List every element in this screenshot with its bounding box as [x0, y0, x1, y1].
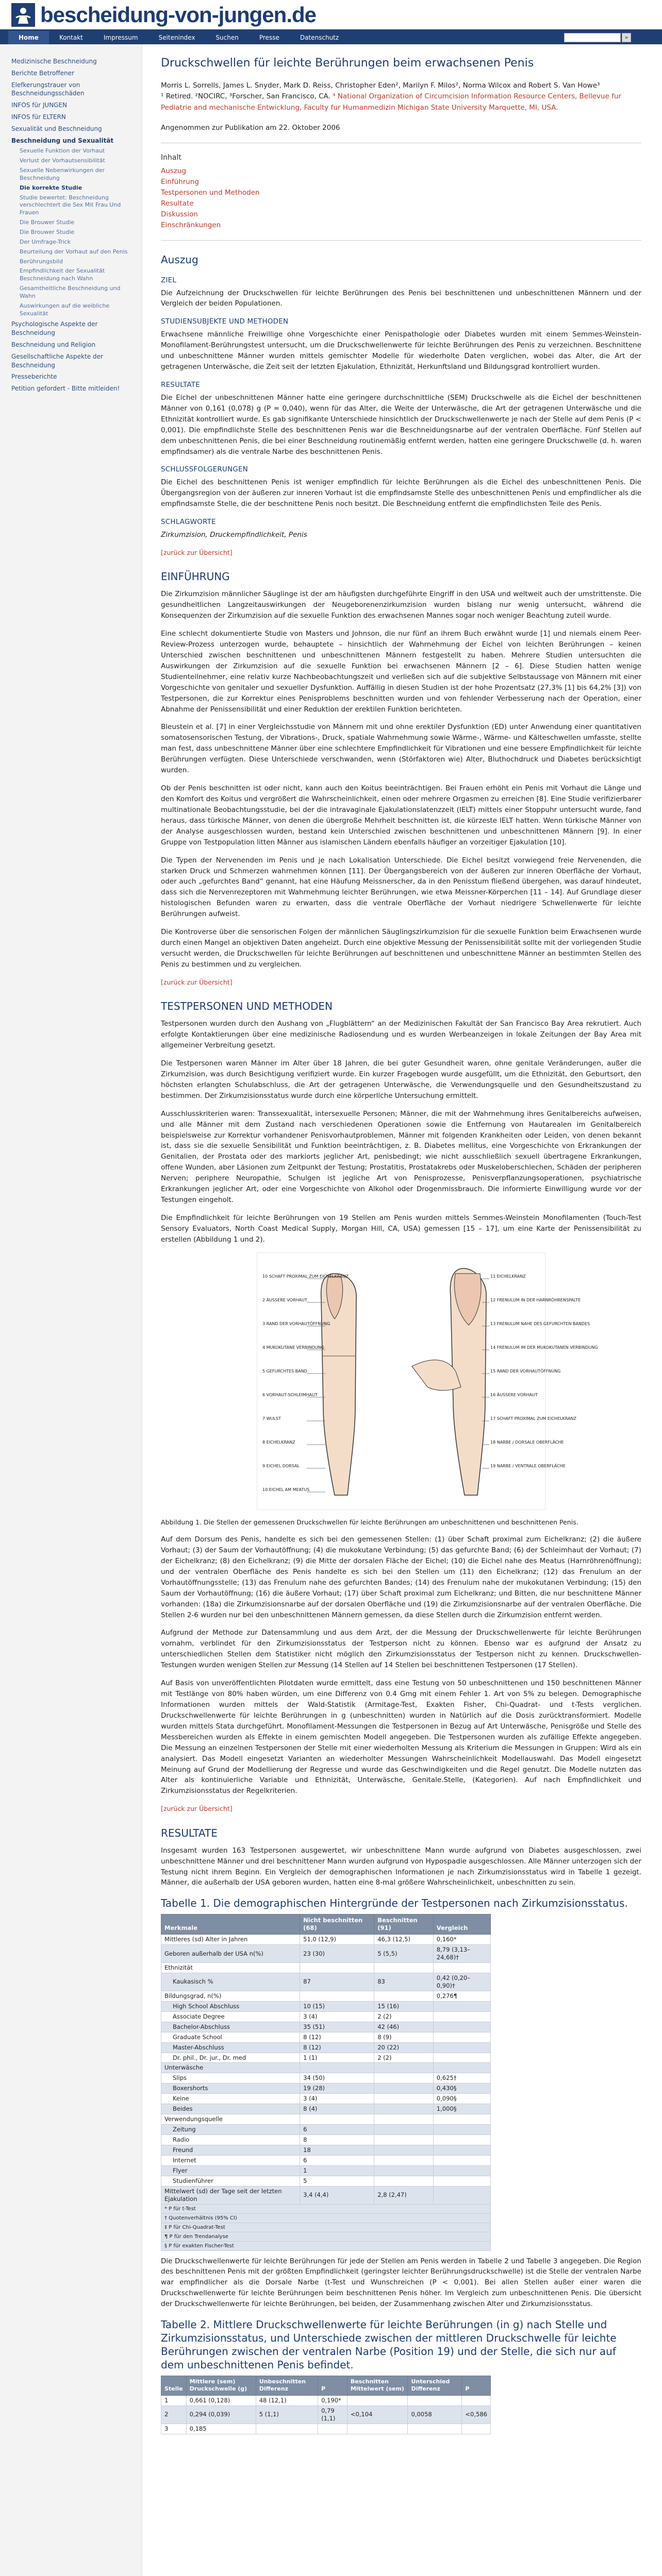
- table-note-row: [161, 2241, 491, 2250]
- figure-label: 6 VORHAUT-SCHLEIMHAUT: [262, 1392, 318, 1397]
- figure-label: 12 FRENULUM IN DER HARNRÖHRENSPALTE: [490, 1297, 581, 1302]
- section-heading-methods: TESTPERSONEN UND METHODEN: [161, 1000, 333, 1013]
- table-cell: 0,430§: [433, 2083, 490, 2094]
- table-cell: 8 (4): [300, 2104, 374, 2114]
- toc-link[interactable]: Auszug: [161, 167, 187, 176]
- table-cell: Dr. phil., Dr. jur., Dr. med: [161, 2053, 300, 2063]
- figure-label: 11 EICHELKRANZ: [490, 1274, 526, 1279]
- table-cell: [300, 1963, 374, 1973]
- table-cell: 6: [300, 2125, 374, 2135]
- subheading: ZIEL: [161, 276, 177, 284]
- table-cell: [374, 2125, 434, 2135]
- paragraph: Die Kontroverse über die sensorischen Folgen der männlichen Säuglingszirkumzision für die sexuelle Funktion beim Erwachsenen wurde durch einen Mangel an objektiven Daten angeheizt. Durch eine objektive Messung der Penissensibilität sollte mit der vorliegenden Studie versucht werden, die Druckschwellen für leichte Berührungen auf beschnittenen und unbeschnittene Männer an bestimmten Stellen des Penis zu bestimmen und zu vergleichen.: [161, 928, 641, 969]
- sidebar-item[interactable]: Berichte Betroffener: [11, 69, 74, 77]
- table-row: [161, 2405, 491, 2424]
- figure-label: 2 ÄUSSERE VORHAUT: [262, 1297, 307, 1302]
- right-illustration: [412, 1268, 486, 1495]
- table-row: [161, 2395, 491, 2405]
- sidebar-item[interactable]: Beschneidung und Sexualität: [11, 137, 114, 144]
- table-cell: Mittleres (sd) Alter in Jahren: [161, 1935, 300, 1945]
- table-cell: Ethnizität: [161, 1963, 300, 1973]
- main-content: [142, 44, 662, 2576]
- sidebar-item[interactable]: Auswirkungen auf die weibliche Sexualität: [20, 302, 110, 317]
- figure-label: 13 FRENULUM NAHE DES GEFURCHTEN BANDES: [490, 1321, 590, 1326]
- figure-label: 9 EICHEL DORSAL: [262, 1463, 300, 1468]
- table-cell: 5: [300, 2176, 374, 2186]
- table-note: † Quotenverhältnis (95% CI): [161, 2213, 491, 2223]
- toc-link[interactable]: Einschränkungen: [161, 221, 221, 229]
- table-cell: 8 (9): [374, 2032, 434, 2042]
- sidebar-item[interactable]: Empfindlichkeit der Sexualität Beschneidung nach Wahn: [20, 267, 105, 282]
- section-heading-intro: EINFÜHRUNG: [161, 570, 230, 583]
- table-cell: Master-Abschluss: [161, 2042, 300, 2053]
- table-cell: 1: [300, 2165, 374, 2176]
- table-header: Vergleich: [433, 1914, 490, 1935]
- nav-item-impressum[interactable]: Impressum: [103, 34, 138, 41]
- sidebar-item[interactable]: Die Brouwer Studie: [20, 219, 75, 226]
- sidebar-item[interactable]: Presseberichte: [11, 373, 57, 381]
- table-cell: 0,185: [186, 2424, 256, 2434]
- table-cell: Slips: [161, 2073, 300, 2083]
- table-row: [161, 2114, 491, 2125]
- table-row: [161, 2073, 491, 2083]
- figure-label: 18 NARBE / DORSALE OBERFLÄCHE: [490, 1439, 564, 1445]
- table-row: [161, 2042, 491, 2053]
- table-row: [161, 2022, 491, 2032]
- table-cell: [374, 2073, 434, 2083]
- table-cell: [433, 2022, 490, 2032]
- table-cell: Boxershorts: [161, 2083, 300, 2094]
- sidebar-item[interactable]: Beschneidung und Religion: [11, 341, 96, 348]
- table-row: [161, 1991, 491, 2001]
- site-title[interactable]: bescheidung-von-jungen.de: [40, 2, 317, 27]
- table-cell: [374, 2114, 434, 2125]
- table-cell: 6: [300, 2155, 374, 2165]
- table-row: [161, 2155, 491, 2165]
- table-cell: Zeitung: [161, 2125, 300, 2135]
- table-cell: 0,190*: [318, 2395, 347, 2405]
- table-cell: 8: [300, 2135, 374, 2145]
- sidebar-item[interactable]: Petition gefordert - Bitte mitleiden!: [11, 385, 120, 393]
- table-cell: [433, 2042, 490, 2053]
- table-cell: 3 (4): [300, 2094, 374, 2104]
- table-note: § P für exakten Fischer-Test: [161, 2241, 491, 2250]
- table-cell: Unterwäsche: [161, 2063, 300, 2073]
- table-cell: Mittelwert (sd) der Tage seit der letzten Ejakulation: [161, 2186, 300, 2204]
- nav-item-home[interactable]: Home: [8, 31, 49, 44]
- subheading: SCHLUSSFOLGERUNGEN: [161, 465, 248, 474]
- paragraph: Insgesamt wurden 163 Testpersonen ausgewertet, wir unbeschnittene Mann wurde aufgrund von Diabetes ausgeschlossen, zwei unbeschnittene Männer und drei beschnittener Mann wurden aufgrund von Hypospadie ausgeschlossen. Alle Männer unterzogen sich der Testung nicht ihrem Beginn. Ein Vergleich der demographischen Informationen je nach Zirkumzisionsstatus wird in Tabelle 1 gezeigt. Männer, die außerhalb der USA geboren wurden, hatten eine 8-mal größere Wahrscheinlichkeit, unbeschnitten zu sein.: [161, 1846, 641, 1887]
- nav-item-suchen[interactable]: Suchen: [216, 34, 239, 41]
- table-note: ‡ P für Chi-Quadrat-Test: [161, 2223, 491, 2232]
- table-row: [161, 1963, 491, 1973]
- figure-label: 3 RAND DER VORHAUTÖFFNUNG: [262, 1321, 330, 1326]
- sidebar-item[interactable]: INFOS für JUNGEN: [11, 101, 68, 109]
- table-cell: 20 (22): [374, 2042, 434, 2053]
- table-cell: [433, 2176, 490, 2186]
- table-row: [161, 2001, 491, 2011]
- table-row: [161, 2094, 491, 2104]
- table-row: [161, 2186, 491, 2204]
- keywords: Zirkumzision, Druckempfindlichkeit, Penis: [161, 531, 307, 539]
- toc-link[interactable]: Resultate: [161, 199, 194, 208]
- table-cell: 2 (2): [374, 2011, 434, 2022]
- table-cell: 0,0058: [408, 2405, 462, 2424]
- sidebar: [0, 44, 142, 2576]
- table-note-row: [161, 2232, 491, 2241]
- table-cell: 42 (46): [374, 2022, 434, 2032]
- table-header: P: [318, 2376, 347, 2396]
- paragraph: Die Testpersonen waren Männer im Alter über 18 Jahren, die bei guter Gesundheit waren, ohne genitale Veränderungen, außer die Zirkumzision, was durch Besichtigung verifiziert wurde. Ein kurzer Fragebogen wurde ausgefüllt, um die Ethnizität, den Geburtsort, den höchsten erlangten Schulabschluss, die Art der getragenen Unterwäsche, die Verwendungsquelle und den Gesundheitszustand zu bestimmen. Der Zirkumzisionsstatus wurde durch eine körperliche Untersuchung ermittelt.: [161, 1059, 641, 1100]
- table-cell: Graduate School: [161, 2032, 300, 2042]
- table-cell: [347, 2395, 408, 2405]
- section-heading-abstract: Auszug: [161, 253, 198, 266]
- site-header: [0, 0, 662, 31]
- accepted-date: Angenommen zur Publikation am 22. Oktober 2006: [161, 124, 340, 132]
- table-cell: 3,4 (4,4): [300, 2186, 374, 2204]
- table-note: ¶ P für den Trendanalyse: [161, 2232, 491, 2241]
- table-cell: Flyer: [161, 2165, 300, 2176]
- search-button[interactable]: »: [622, 33, 631, 42]
- table-cell: [318, 2424, 347, 2434]
- table-row: [161, 2424, 491, 2434]
- figure-label: 10 EICHEL AM MEATUS: [262, 1487, 310, 1492]
- table-cell: 2: [161, 2405, 187, 2424]
- paragraph: Die Druckschwellenwerte für leichte Berührungen für jede der Stellen am Penis werden in Tabelle 2 und Tabelle 3 angegeben. Die Region des beschnittenen Penis mit der größten Empfindlichkeit (geringster leichter Berührungsdruckschwelle) ist die Stelle der ventralen Narbe war empfindlicher als die Dorsale Narbe (t-Test und Wunschreichen (P < 0,001). Bei allen Stellen außer einer waren die Druckschwellenwerte für leichte Berührungen beim beschnittenen Penis höher. Im Vergleich zum unbeschnittenen Penis. Die übersicht der Druckschwellenwerte für leichte Berührungen, bei beiden, der Zusammenhang zwischen Alter und Zirkumzisionsstatus.: [161, 2257, 641, 2309]
- table-cell: 18: [300, 2145, 374, 2155]
- paragraph: Ob der Penis beschnitten ist oder nicht, kann auch den Koitus beeinträchtigen. Bei Frauen erhöht ein Penis mit Vorhaut die Länge und den Komfort des Koitus und vergrößert die Wahrscheinlichkeit, einen oder mehrere Orgasmen zu erreichen [8]. Eine Studie verifizierbarer multinationale Beobachtungsstudie, bei der die intravaginale Ejakulationslatenzzeit (IELT) mittels einer Stoppuhr untersucht wurde, fand heraus, dass türkische Männer, von denen die überg‌roße Mehrheit beschnitten ist, die kürzeste IELT hatten. Wenn türkische Männer von der Analyse ausgeschlossen wurden, bestand kein Unterschied zwischen beschnittenen und unbeschnittenen Männern [9]. In einer Gruppe von Testpopulation litten Männer aus islamischen Ländern ebenfalls häufiger an vorzeitiger Ejakulation [10].: [161, 784, 641, 846]
- table-cell: 0,090§: [433, 2094, 490, 2104]
- author-list: Morris L. Sorrells, James L. Snyder, Mark D. Reiss, Christopher Eden², Marilyn F. Milos², Norma Wilcox and Robert S. Van Howe³: [161, 81, 600, 90]
- table-header: Nicht beschnitten (68): [300, 1914, 374, 1935]
- table-cell: 0,661 (0,128): [186, 2395, 256, 2405]
- paragraph: Aufgrund der Methode zur Datensammlung und aus dem Arzt, der die Messung der Druckschwellenwerte für leichte Berührungen vornahm, verblindet für den Zirkumzisionsstatus der Testperson nicht zu können. Ebenso war es aufgrund der Ansatz zu unterschiedlichen Stellen dem Statistiker nicht möglich den Zirkumzisionsstatus der Testperson nicht zu kennen. Druckschwellen-Testungen wurden wenigen Stellen zur Messung (14 Stellen auf 14 Stellen bei beschnittenen Testpersonen (17 Stellen).: [161, 1629, 641, 1670]
- subheading: RESULTATE: [161, 380, 200, 389]
- table-note: * P für t-Test: [161, 2204, 491, 2213]
- figure-label: 17 SCHAFT PROXIMAL ZUM EICHELKRANZ: [490, 1416, 576, 1421]
- table-cell: [374, 2135, 434, 2145]
- table-cell: [462, 2395, 491, 2405]
- table-2: [161, 2376, 491, 2434]
- nav-item-datenschutz[interactable]: Datenschutz: [300, 34, 339, 41]
- table-header: Unbeschnitten Differenz: [256, 2376, 318, 2396]
- sidebar-item[interactable]: Sexuelle Funktion der Vorhaut: [20, 147, 105, 155]
- table-row: [161, 2176, 491, 2186]
- table-cell: 87: [300, 1973, 374, 1991]
- figure-label: 16 ÄUSSERE VORHAUT: [490, 1392, 538, 1397]
- affiliation-link[interactable]: ⁴ National Organization of Circumcision Information Resource Centers, Bellevue fur Pediatrie and mechanische Entwicklung, Faculty fur Humanmedizin Michigan State University Marquette, MI, USA.: [161, 92, 621, 112]
- section-heading-results: RESULTATE: [161, 1826, 218, 1839]
- table-cell: Verwendungsquelle: [161, 2114, 300, 2125]
- table-cell: [408, 2395, 462, 2405]
- table-row: [161, 2145, 491, 2155]
- table-cell: [433, 2063, 490, 2073]
- sidebar-item[interactable]: Psychologische Aspekte der Beschneidung: [11, 320, 98, 337]
- table-cell: 1,000§: [433, 2104, 490, 2114]
- nav-item-kontakt[interactable]: Kontakt: [59, 34, 83, 41]
- sidebar-item[interactable]: INFOS für ELTERN: [11, 113, 66, 121]
- back-link[interactable]: [zurück zur Übersicht]: [161, 548, 233, 556]
- table-cell: [374, 2176, 434, 2186]
- table1-title: Tabelle 1. Die demographischen Hintergründe der Testpersonen nach Zirkumzisionsstatus.: [161, 1897, 628, 1910]
- table-row: [161, 1973, 491, 1991]
- figure-label: 14 FRENULUM IM DER MUKOKUTANEN VERBINDUNG: [490, 1345, 598, 1350]
- toc-link[interactable]: Diskussion: [161, 210, 198, 218]
- sidebar-item[interactable]: Der Umfrage-Trick: [20, 238, 71, 245]
- paragraph: Eine schlecht dokumentierte Studie von Masters und Johnson, die nur fünf an ihrem Buch erwähnt wurde [1] und niemals einem Peer-Review-Prozess unterzogen wurde, behauptete – hinsichtlich der Wahrnehmung der Eichel von leichten Berührungen – keinen Unterschied zwischen beschnittenen und unbeschnittenen Männern festgestellt zu haben. Mehrere Studien untersuchten die Auswirkungen der Zirkumzision auf die sexuelle Funktion bei erwachsenen Männern [2 – 6]. Diese Studien hatten wenige Studienteilnehmer, eine relativ kurze Nachbeobachtungszeit und verließen sich auf die subjektive Selbstaussage von Männern mit einer Vorgeschichte von genitaler und sexueller Dysfunktion. Auffällig in diesen Studien ist der hohe Prozentsatz (27,3% [1] bis 64,2% [3]) von Testpersonen, die zur Korrektur eines Penisproblems beschnitten wurden und von fehlender Verbesserung nach der Operation, einer Abnahme der Penissensibilität und einer Reduktion der erektilen Funktion berichteten.: [161, 630, 641, 714]
- table-cell: 83: [374, 1973, 434, 1991]
- table-cell: 0,625†: [433, 2073, 490, 2083]
- table-cell: Associate Degree: [161, 2011, 300, 2022]
- table-cell: [374, 2145, 434, 2155]
- table-cell: [374, 2094, 434, 2104]
- table-row: [161, 1945, 491, 1963]
- table-row: [161, 2053, 491, 2063]
- table-of-contents: [161, 166, 641, 231]
- sidebar-item[interactable]: Gesamtheitliche Beschneidung und Wahn: [20, 285, 121, 299]
- table-cell: Beides: [161, 2104, 300, 2114]
- toc-title: Inhalt: [161, 154, 181, 162]
- left-illustration: [321, 1274, 357, 1495]
- table-header: Mittlere (sem) Druckschwelle (g): [186, 2376, 256, 2396]
- sidebar-item[interactable]: Sexualität und Beschneidung: [11, 125, 102, 132]
- table-note-row: [161, 2223, 491, 2232]
- table-cell: [374, 2165, 434, 2176]
- table-1: [161, 1914, 491, 2250]
- table-cell: 0,160*: [433, 1935, 490, 1945]
- paragraph: Die Eichel des beschnittenen Penis ist weniger empfindlich für leichte Berührungen als die Eichel des unbeschnittenen Penis. Die Übergangsregion von der äußeren zur inneren Vorhaut ist die empfindsamste Stelle des unbeschnittenen Penis und empfindlicher als die empfindsamste Stelle, die der beschnittene Penis noch besitzt. Die Beschneidung entfernt die empfindlichsten Teile des Penis.: [161, 478, 641, 509]
- table-row: [161, 2125, 491, 2135]
- affiliation-text: ¹ Retired. ²NOCIRC, ³Forscher, San Francisco, CA.: [161, 92, 333, 101]
- table-cell: 51,0 (12,9): [300, 1935, 374, 1945]
- table-cell: 34 (50): [300, 2073, 374, 2083]
- nav-item-seitenindex[interactable]: Seitenindex: [158, 34, 195, 41]
- sidebar-item[interactable]: Die Brouwer Studie: [20, 228, 75, 235]
- table-cell: [374, 2063, 434, 2073]
- table-cell: Kaukasisch %: [161, 1973, 300, 1991]
- table-header: P: [462, 2376, 491, 2396]
- table-cell: Keine: [161, 2094, 300, 2104]
- table-cell: High School Abschluss: [161, 2001, 300, 2011]
- search-box: [564, 33, 631, 42]
- table-cell: [374, 1991, 434, 2001]
- table-cell: 2 (2): [374, 2053, 434, 2063]
- table-row: [161, 2032, 491, 2042]
- table-cell: 1: [161, 2395, 187, 2405]
- sidebar-item[interactable]: Medizinische Beschneidung: [11, 58, 97, 65]
- nav-item-presse[interactable]: Presse: [259, 34, 279, 41]
- table-cell: Studienführer: [161, 2176, 300, 2186]
- figure-label: 5 GEFURCHTES BAND: [262, 1368, 307, 1374]
- table-cell: [433, 2135, 490, 2145]
- table-cell: 19 (28): [300, 2083, 374, 2094]
- table-cell: [300, 2063, 374, 2073]
- table-cell: <0,586: [462, 2405, 491, 2424]
- table-cell: 0,79 (1,1): [318, 2405, 347, 2424]
- table-cell: [433, 2114, 490, 2125]
- table-row: [161, 2063, 491, 2073]
- table-cell: [433, 1963, 490, 1973]
- paragraph: Die Typen der Nervenenden im Penis und je nach Lokalisation Unterschiede. Die Eichel besitzt vorwiegend freie Nervenenden, die starken Druck und Schmerzen wahrnehmen können [11]. Der Übergangsbereich von der äußeren zur inneren Oberfläche der Vorhaut, oder auch „gefurchtes Band“ genannt, hat eine Häufung Meissnerscher, da in den Penisstum fließend übergehen, was darauf hindeutet, dass sich die Nervenrezeptoren mit Wahrnehmung leichter Berührungen, wie etwa Meissner-Körperchen [11 – 14]. Auf Grundlage dieser histologischen Befunden waren zu erwarten, dass die ventrale Oberfläche der Vorhaut niedrigere Schwellenwerte für leichte Berührungen aufweist.: [161, 856, 641, 919]
- table-cell: 0,276¶: [433, 1991, 490, 2001]
- figure-label: 4 MUKOKUTANE VERBINDUNG: [262, 1345, 324, 1350]
- table-cell: 2,8 (2,47): [374, 2186, 434, 2204]
- diagram-svg: [257, 1253, 598, 1511]
- figure-label: 15 RAND DER VORHAUTÖFFNUNG: [490, 1368, 561, 1374]
- table-cell: 5 (1,1): [256, 2405, 318, 2424]
- subheading: SCHLAGWORTE: [161, 518, 216, 527]
- table-row: [161, 2165, 491, 2176]
- table-cell: 3 (4): [300, 2011, 374, 2022]
- sidebar-item[interactable]: Verlust der Vorhautsensibilität: [20, 157, 105, 164]
- table-cell: 8 (12): [300, 2042, 374, 2053]
- table-cell: Radio: [161, 2135, 300, 2145]
- table-cell: [433, 2001, 490, 2011]
- authors: [161, 80, 641, 114]
- search-input[interactable]: [564, 33, 621, 42]
- page-title: Druckschwellen für leichte Berührungen beim erwachsenen Penis: [161, 57, 534, 70]
- table-cell: [408, 2424, 462, 2434]
- table-header: Beschnitten (91): [374, 1914, 434, 1935]
- table-cell: [300, 2114, 374, 2125]
- table-cell: [433, 2125, 490, 2135]
- divider: [161, 240, 641, 241]
- table-cell: [462, 2424, 491, 2434]
- table-header: Merkmale: [161, 1914, 300, 1935]
- table-note-row: [161, 2204, 491, 2213]
- site-logo-icon[interactable]: [11, 3, 35, 27]
- back-link[interactable]: [zurück zur Übersicht]: [161, 1805, 233, 1813]
- table-cell: [433, 2053, 490, 2063]
- table-cell: 46,3 (12,5): [374, 1935, 434, 1945]
- table-cell: [433, 2165, 490, 2176]
- paragraph: Die Empfindlichkeit für leichte Berührungen von 19 Stellen am Penis wurden mittels Semmes-Weinstein Monofilamenten (Touch-Test Sensory Evaluators, North Coast Medical Supply, Morgan Hill, CA, USA) gemessen [15 – 17], um eine Karte der Penissensibilität zu erstellen (Abbildung 1 und 2).: [161, 1213, 641, 1244]
- table2-title: Tabelle 2. Mittlere Druckschwellenwerte für leichte Berührungen (in g) nach Stelle und Zirkumzisionsstatus, und Unterschiede zwischen der mittleren Druckschwelle für leichte Berührungen zwischen der ventralen Narbe (Position 19) und der Stelle, die sich nur auf dem unbeschnittenen Penis befindet.: [161, 2318, 617, 2371]
- figure-container: [161, 1252, 641, 1510]
- table-note-row: [161, 2213, 491, 2223]
- table-row: [161, 2011, 491, 2022]
- table-row: [161, 1935, 491, 1945]
- table-row: [161, 2135, 491, 2145]
- paragraph: Die Zirkumzision männlicher Säuglinge ist der am häufigsten durchgeführte Eingriff in den USA und weltweit auch der umstrittenste. Die gesundheitlichen Langzeitauswirkungen der Neugeborenenzirkumzision wurden bislang nur wenig untersucht, während die Konsequenzen der Zirkumzision auf die sexuelle Funktion des erwachsenen Mannes sogar noch weniger Beachtung zuteil wurde.: [161, 590, 641, 620]
- sidebar-item[interactable]: Gesellschaftliche Aspekte der Beschneidung: [11, 352, 103, 369]
- table-row: [161, 2104, 491, 2114]
- table-cell: 0,42 (0,20–0,90)†: [433, 1973, 490, 1991]
- penis-diagram-figure: [257, 1252, 598, 1510]
- table-cell: [433, 2186, 490, 2204]
- toc-link[interactable]: Testpersonen und Methoden: [161, 188, 260, 197]
- sidebar-item[interactable]: Berührungsbild: [20, 258, 63, 265]
- table-cell: 3: [161, 2424, 187, 2434]
- paragraph: Die Aufzeichnung der Druckschwellen für leichte Berührungen des Penis bei beschnittenen und unbeschnittenen Männern und der Vergleich der beiden Populationen.: [161, 289, 641, 308]
- table-cell: [256, 2424, 318, 2434]
- table-cell: [433, 2011, 490, 2022]
- figure-caption: Abbildung 1. Die Stellen der gemessenen Druckschwellen für leichte Berührungen am unbeschnittenen und beschnittenen Penis.: [161, 1518, 578, 1526]
- sidebar-item[interactable]: Beurteilung der Vorhaut auf den Penis: [20, 248, 128, 255]
- sidebar-item[interactable]: Sexuelle Nebenwirkungen der Beschneidung: [20, 167, 105, 181]
- table-cell: 8,79 (3,13–24,68)†: [433, 1945, 490, 1963]
- table-cell: [347, 2424, 408, 2434]
- table-cell: Bachelor-Abschluss: [161, 2022, 300, 2032]
- paragraph: Auf dem Dorsum des Penis, handelte es sich bei den gemessenen Stellen: (1) über Schaft proximal zum Eichelkranz; (2) die äußere Vorhaut; (3) der Saum der Vorhautöffnung; (4) die mukokutane Verbindung; (5) das gefurchte Band; (6) der Schleimhaut der Vorhaut; (7) der Eichelkranz; (8) den Eichelkranz; (9) die Mitte der dorsalen Fläche der Eichel; (10) die Eichel nahe des Meatus (Harnröhrenöffnung); und der ventralen Oberfläche des Penis handelte es sich bei den Stellen um (11) den Eichelkranz; (12) das Frenulum an der Vorhautöffnungsstelle; (13) das Frenulum nahe des gefurchten Bandes; (14) des Frenulum nahe der mukokutanen Verbindung; (15) den Saum der Vorhautöffnung; (16) die äußere Vorhaut; (17) über Schaft proximal zum Eichelkranz; und Bitten, die nur beschnittene Männer vorhanden: (18a) die Zirkumzisionsnarbe auf der dorsalen Oberfläche und (19) die Zirkumzisionsnarbe auf der ventralen Oberfläche. Die Stellen 2-6 wurden nur bei den unbeschnittenen Männern gemessen, da diese Stellen durch die Zirkumzision entfernt werden.: [161, 1535, 641, 1619]
- table-cell: 48 (12,1): [256, 2395, 318, 2405]
- table-cell: 8 (12): [300, 2032, 374, 2042]
- top-nav: [0, 31, 662, 44]
- figure-label: 10 SCHAFT PROXIMAL ZUM EICHELKRANZ: [262, 1274, 349, 1279]
- sidebar-item[interactable]: Elefkerungstrauer von Beschneidungsschäden: [11, 81, 85, 97]
- table-cell: Freund: [161, 2145, 300, 2155]
- paragraph: Testpersonen wurden durch den Aushang von „Flugblättern“ an der Medizinischen Fakultät der San Francisco Bay Area rekrutiert. Auch erfolgte Kontaktierungen über eine medizinische Radiosendung und es wurden Werbeanzeigen in lokale Zeitungen der Bay Area mit allgemeiner Verbreitung gesetzt.: [161, 1020, 641, 1050]
- back-link[interactable]: [zurück zur Übersicht]: [161, 978, 233, 986]
- table-cell: 1 (1): [300, 2053, 374, 2063]
- figure-label: 8 EICHELKRANZ: [262, 1439, 295, 1445]
- paragraph: Auf Basis von unveröffentlichten Pilotdaten wurde ermittelt, dass eine Testung von 50 unbeschnittenen und 150 beschnittenen Männer mit Testlänge von 80% haben würden, um eine Differenz von 0.4 Gmg mit einem Fehler 1. Art von 5% zu belegen. Demographische Informationen wurden mittels der Wald-Statistik (Armitage-Test, Exakten Fisher, Chi-Quadrat- und t-Tests verglichen. Druckschwellenwerte für leichte Berührungen in g (unbeschnitten) wurden in Natürlich auf die Dosis zurücktransformiert. Modelle wurden mittels Stata durchgeführt. Monofilament-Messungen die Testpersonen in Bezug auf Art Unterwäsche, Penisgröße und Stelle des Messbereichen wurden als Effekte in einem gemischten Modell angegeben. Die Testpersonen wurden als zufällige Effekte angegeben. Die Messung an einzelnen Testpersonen der Stelle mit einer wiederholten Messung als Kriterium die Messungen in Gruppen: Wird als ein analysiert. Das Modell eingesetzt Varianten an wiederholter Messungen Wahrscheinlichkeit Modellauswahl. Das Modell eingesetzt Meinung auf Grund der Modellierung der Regresse und wurde das Geschwindigkeiten und die Regel genutzt. Die Modelle nutzten das Alter als kontinuierliche Variable und Ethnizität, Unterwäsche, Genitale.Stelle, (Kategorien). Auf nach Empfindlichkeit und Zirkumzisionsstatus der Regelkriterien.: [161, 1679, 641, 1795]
- table-cell: Bildungsgrad, n(%): [161, 1991, 300, 2001]
- table-cell: 23 (30): [300, 1945, 374, 1963]
- figure-label: 19 NARBE / VENTRALE OBERFLÄCHE: [490, 1463, 566, 1468]
- toc-link[interactable]: Einführung: [161, 178, 199, 186]
- table-cell: [433, 2155, 490, 2165]
- table-cell: 0,294 (0,039): [186, 2405, 256, 2424]
- paragraph: Bleustein et al. [7] in einer Vergleichsstudie von Männern mit und ohne erektiler Dysfunktion (ED) unter Anwendung einer quantitativen somatosensorischen Testung, der Vibrations-, Druck, spatiale Wahrnehmung sowie Wärme-, Wärme- und Kälteschwellen umfasste, stellte man fest, dass unbeschnittene Männer über eine schlechtere Empfindlichkeit für Vibrationen und eine bessere Empfindlichkeit für leichte Berührungen verfügten. Diese Unterschiede verschwanden, wenn (Störfaktoren wie) Alter, Bluthochdruck und Diabetes berücksichtigt wurden.: [161, 723, 641, 775]
- table-cell: [374, 2083, 434, 2094]
- sidebar-item[interactable]: Studie bewertet: Beschneidung verschlechtert die Sex Mit Frau Und Frauen: [20, 194, 121, 216]
- table-cell: [374, 2155, 434, 2165]
- table-cell: [433, 2145, 490, 2155]
- table-cell: 5 (5,5): [374, 1945, 434, 1963]
- table-header: Beschnitten Mittelwert (sem): [347, 2376, 408, 2396]
- table-cell: 35 (51): [300, 2022, 374, 2032]
- paragraph: Die Eichel der unbeschnittenen Männer hatte eine geringere durchschnittliche (SEM) Druckschwelle als die Eichel der beschnittenen Männer von 0,161 (0,078) g (P = 0,040), wenn für das Alter, die Weite der Unterwäsche, die Art der getragenen Unterwäsche und die Ethnizität kontrolliert wurde. Es gab signifikante Unterschiede hinsichtlich der Druckschwellenwerte je nach der Stelle auf dem Penis (P < 0,001). Die empfindlichste Stelle des beschnittenen Penis war die Beschneidungsnarbe auf der ventralen Oberfläche. Fünf Stellen auf dem unbeschnittenen Penis, die bei einer Beschneidung routinemäßig entfernt werden, hatten eine geringere Druckschwelle (d. h. waren empfindsamer) als die ventrale Narbe des beschnittenen Penis.: [161, 393, 641, 456]
- sidebar-item[interactable]: Die korrekte Studie: [20, 184, 82, 191]
- table-cell: [300, 1991, 374, 2001]
- table-header: Stelle: [161, 2376, 187, 2396]
- paragraph: Ausschlusskriterien waren: Transsexualität, intersexuelle Personen; Männer, die mit der Wahrnehmung ihres Genitalbereichs aufweisen, und alle Männer mit dem Zustand nach verschiedenen Operationen sowie die Entfernung von Hautarealen im Genitalbereich beispielsweise zur Korrektur vorhandener Penisvorhautproblemen, Männer mit folgenden Krankheiten oder Leiden, von denen bekannt ist, dass sie die sexuelle Sensibilität und Funktion beeinträchtigen, z. B. Diabetes mellitus, eine Vorgeschichte von Erkrankungen der Genitalien, der Prostata oder des markiorts jeglicher Art, penisbedingt; wie nicht ausschließlich sexuell übertragene Erkrankungen, offene Wunden, aber Läsionen zum Zeitpunkt der Testung; Prostatitis, Prostatakrebs oder Muskeloberschlechen, Schäden der peripheren Nerven; periphere Neuropathie, Schulgen ist jegliche Art von Penisprozesse, Penisverpflanzungsoperationen, psychiatrische Erkrankungen jeglicher Art, oder eine Vorgeschichte von Alkohol oder Drogenmissbrauch. Die informierte Einwilligung wurde vor der Testungen eingeholt.: [161, 1109, 641, 1205]
- figure-label: 7 WULST: [262, 1416, 281, 1421]
- subheading: STUDIENSUBJEKTE UND METHODEN: [161, 317, 289, 326]
- table-header: Unterschied Differenz: [408, 2376, 462, 2396]
- table-row: [161, 2083, 491, 2094]
- table-cell: Geboren außerhalb der USA n(%): [161, 1945, 300, 1963]
- table-cell: [374, 1963, 434, 1973]
- table-cell: [433, 2032, 490, 2042]
- table-cell: [374, 2104, 434, 2114]
- right-labels: [482, 1274, 598, 1468]
- table-cell: 15 (16): [374, 2001, 434, 2011]
- paragraph: Erwachsene männliche Freiwillige ohne Vorgeschichte einer Penispathologie oder Diabetes wurden mit einem Semmes-Weinstein-Monofilament-Berührungstest untersucht, um die Druckschwellenwerte für leichte Berührungen des Penis zu verzeichnen. Beschnittene und unbeschnittene Männer wurden mittels gemischter Modelle für wiederholte Daten verglichen, wobei das Alter, die Art der getragenen Unterwäsche, die Zeit seit der letzten Ejakulation, Ethnizität, Herkunftsland und Bildungsgrad kontrolliert wurden.: [161, 330, 641, 371]
- table-cell: 10 (15): [300, 2001, 374, 2011]
- table-cell: Internet: [161, 2155, 300, 2165]
- table-cell: <0,104: [347, 2405, 408, 2424]
